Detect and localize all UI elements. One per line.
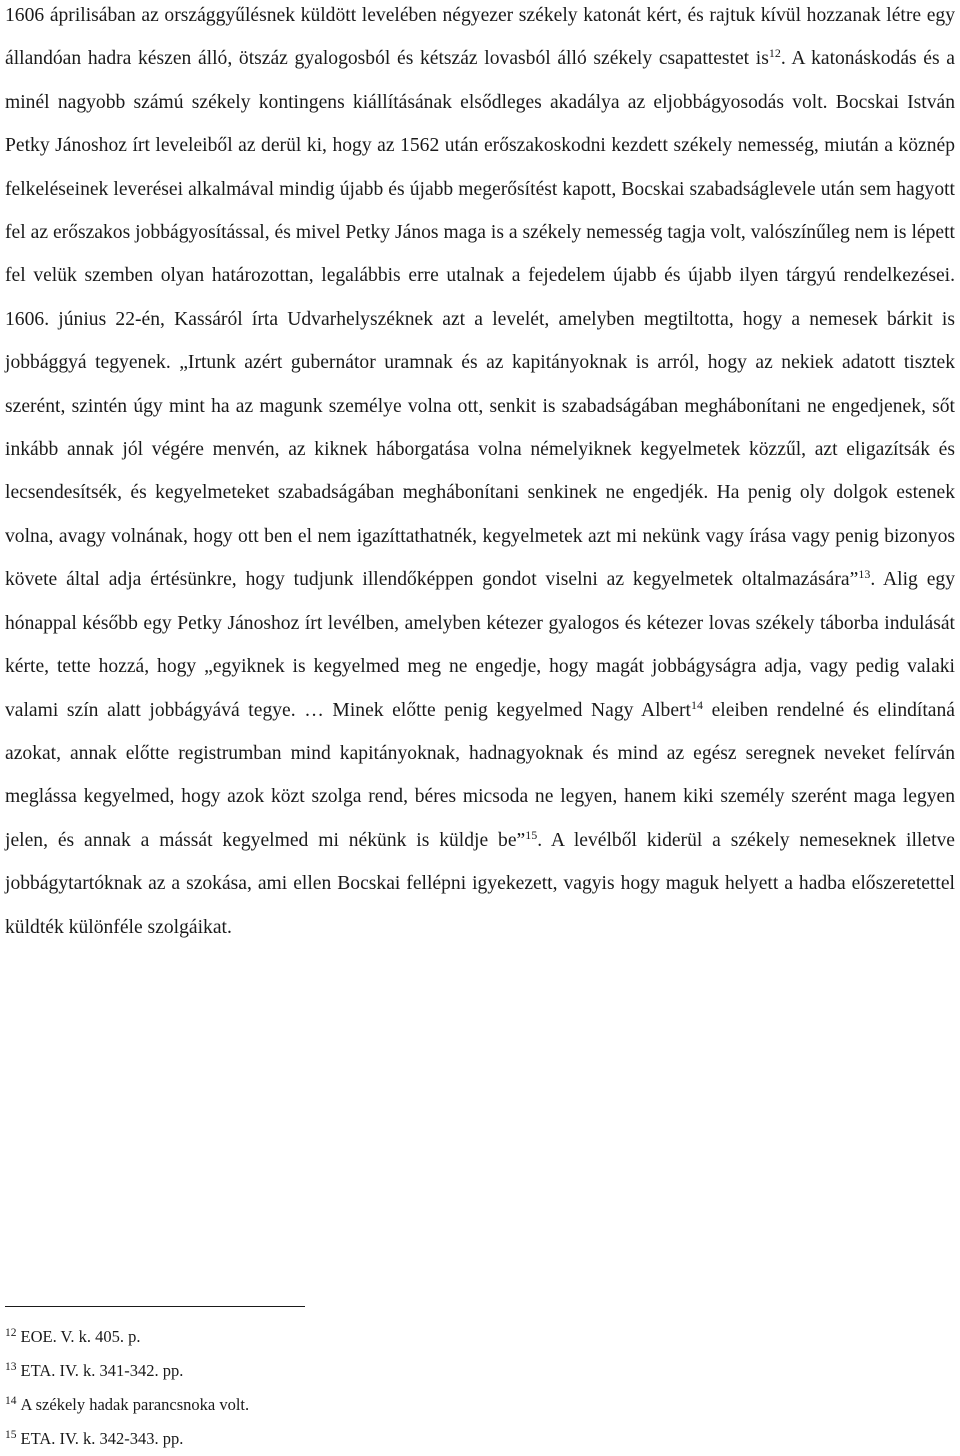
footnote-item xyxy=(5,1320,905,1354)
footnote-number: 12 xyxy=(5,1327,17,1339)
footnote-item xyxy=(5,1422,905,1456)
body-text-part-1: 1606 áprilisában az országgyűlésnek küldött levelében négyezer székely katonát kért, és rajtuk kívül hozzanak létre egy állandóan hadra készen álló, ötszáz gyalogosból és kétszáz lovasból álló székely csapattestet is xyxy=(5,5,955,70)
footnote-number: 14 xyxy=(5,1395,17,1407)
footnote-ref-13[interactable]: 13 xyxy=(858,567,871,582)
footnote-ref-15[interactable]: 15 xyxy=(525,827,538,842)
footnote-item xyxy=(5,1354,905,1388)
footnote-ref-14[interactable]: 14 xyxy=(691,697,703,712)
footnote-text: ETA. IV. k. 341-342. pp. xyxy=(20,1361,184,1380)
footnote-text: EOE. V. k. 405. p. xyxy=(20,1327,141,1346)
footnote-item xyxy=(5,1388,905,1422)
footnotes xyxy=(5,1320,905,1456)
footnote-separator xyxy=(5,1306,305,1307)
document-page xyxy=(5,0,955,949)
footnote-text: A székely hadak parancsnoka volt. xyxy=(20,1395,250,1414)
footnote-number: 15 xyxy=(5,1429,17,1441)
body-text-part-3: . Alig egy hónappal később egy Petky Jánoshoz írt levélben, amelyben kétezer gyalogos és kétezer lovas székely táborba indulását kérte, tette hozzá, hogy „egyiknek is kegyelmed meg ne engedje, hogy magát jobbágyságra adja, vagy pedig valaki valami szín alatt jobbágyává tegye. … Minek előtte penig kegyelmed Nagy Albert xyxy=(5,569,955,721)
footnote-number: 13 xyxy=(5,1361,17,1373)
body-text-part-4: eleiben rendelné és elindítaná azokat, annak előtte registrumban mind kapitányoknak, hadnagyoknak és mind az egész seregnek neveket felírván meglássa kegyelmed, hogy azok közt szolga rend, béres micsoda ne legyen, hanem kiki személy szerént maga legyen jelen, és annak a mássát kegyelmed mi nékünk is küldje be” xyxy=(5,699,955,851)
body-paragraph xyxy=(5,0,955,949)
body-text-part-5: . A levélből kiderül a székely nemeseknek illetve jobbágytartóknak az a szokása, ami ellen Bocskai fellépni igyekezett, vagyis hogy maguk helyett a hadba előszeretettel küldték különféle szolgáikat. xyxy=(5,829,956,938)
footnote-text: ETA. IV. k. 342-343. pp. xyxy=(20,1429,184,1448)
body-text-part-2: . A katonáskodás és a minél nagyobb számú székely kontingens kiállításának elsődleges akadálya az eljobbágyosodás volt. Bocskai István Petky Jánoshoz írt leveleiből az derül ki, hogy az 1562 után erőszakoskodni kezdett székely nemesség, miután a köznép felkeléseinek leverései alkalmával mindig újabb és újabb megerősítést kapott, Bocskai szabadságlevele után sem hagyott fel az erőszakos jobbágyosítással, és mivel Petky János maga is a székely nemesség tagja volt, valószínűleg nem is lépett fel velük szemben olyan határozottan, legalábbis erre utalnak a fejedelem újabb és újabb ilyen tárgyú rendelkezései. 1606. június 22-én, Kassáról írta Udvarhelyszéknek azt a levelét, amelyben megtiltotta, hogy a nemesek bárkit is jobbággyá tegyenek. „Irtunk azért gubernátor uramnak és az kapitányoknak is arról, hogy az nekiek adatott tisztek szerént, szintén úgy mint ha az magunk személye volna ott, senkit is szabadságában meghábonítani ne engedjenek, sőt inkább annak jól végére menvén, az kiknek háborgatása volna némelyiknek kegyelmetek közzűl, azt eligazítsák és lecsendesítsék, és kegyelmeteket szabadságában meghábonítani senkinek ne engedjék. Ha penig oly dolgok estenek volna, avagy volnának, hogy ott ben el nem igazíttathatnék, kegyelmetek azt mi nekünk vagy írása vagy penig bizonyos követe által adja értésünkre, hogy tudjunk illendőképpen gondot viselni az kegyelmetek oltalmazására” xyxy=(5,48,955,591)
footnote-ref-12[interactable]: 12 xyxy=(768,46,781,61)
